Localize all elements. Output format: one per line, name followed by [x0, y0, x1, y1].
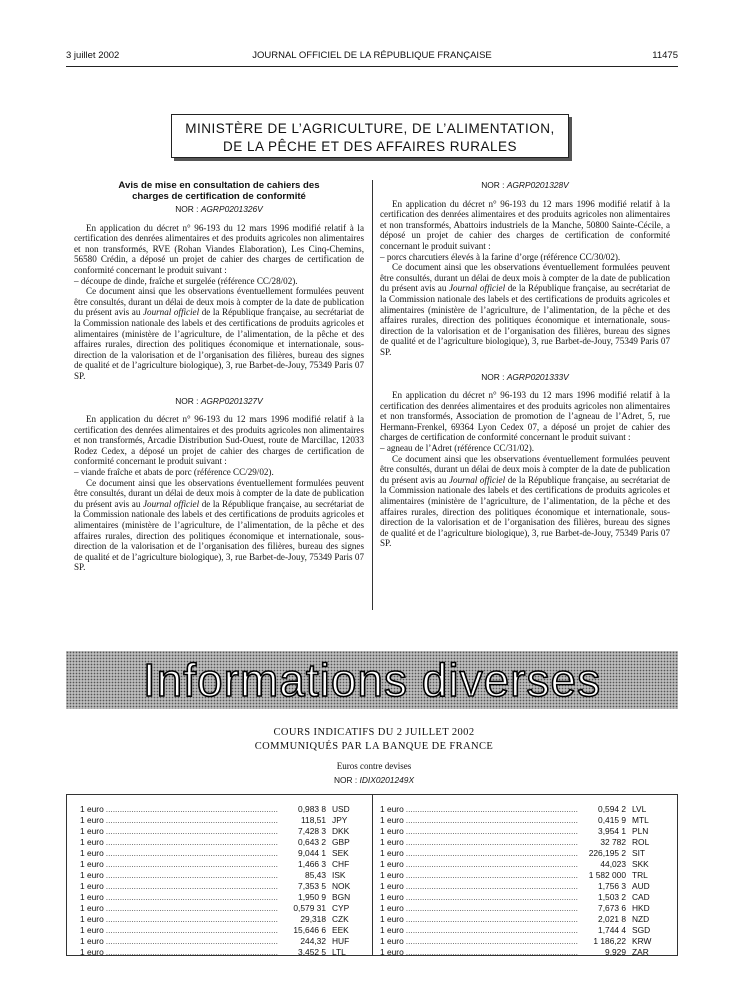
currency-code: CHF: [332, 859, 350, 869]
dot-leader: [106, 804, 278, 815]
rate-label: 1 euro: [80, 826, 104, 836]
rate-label: 1 euro: [80, 903, 104, 913]
dot-leader: [106, 815, 278, 826]
rate-value: 1,466 3: [298, 859, 326, 869]
rate-label: 1 euro: [80, 914, 104, 924]
header-date: 3 juillet 2002: [66, 50, 120, 61]
notice-paragraph: Ce document ainsi que les observations éventuellement formulées peuvent être consultés, durant un délai de deux mois à compter de la date de publication du présent avis au Journal officiel de la République française, au secrétariat de la Commission nationale des labels et des certifications de produits agricoles et alimentaires (ministère de l’agriculture, de l’alimentation, de la pêche et des affaires rurales, direction des politiques économique et internationale, sous-direction de la valorisation et de l’organisation des filières, bureau des signes de qualité et de l’agriculture biologique), 3, rue Barbet-de-Jouy, 75349 Paris 07 SP.: [380, 453, 670, 549]
rate-row: [80, 936, 360, 947]
dot-leader: [106, 848, 278, 859]
currency-code: HUF: [332, 936, 350, 946]
rate-label: 1 euro: [380, 848, 404, 858]
dot-leader: [406, 892, 578, 903]
rate-label: 1 euro: [380, 859, 404, 869]
rate-label: 1 euro: [380, 925, 404, 935]
dot-leader: [106, 881, 278, 892]
currency-code: BGN: [332, 892, 351, 902]
rate-label: 1 euro: [380, 881, 404, 891]
rate-row: [80, 914, 360, 925]
dot-leader: [106, 837, 278, 848]
currency-code: ZAR: [632, 947, 649, 957]
dot-leader: [406, 936, 578, 947]
notice-product-item: – viande fraîche et abats de porc (référence CC/29/02).: [74, 467, 274, 478]
rate-row: [380, 804, 660, 815]
rate-label: 1 euro: [80, 815, 104, 825]
rate-row: [380, 826, 660, 837]
rate-value: 0,594 2: [598, 804, 626, 814]
dot-leader: [406, 881, 578, 892]
rate-value: 0,415 9: [598, 815, 626, 825]
nor-reference: NOR : AGRP0201328V: [481, 180, 569, 190]
header-rule: [66, 66, 678, 67]
dot-leader: [406, 826, 578, 837]
rate-label: 1 euro: [80, 925, 104, 935]
rate-value: 1,744 4: [598, 925, 626, 935]
notice-paragraph: En application du décret n° 96-193 du 12 mars 1996 modifié relatif à la certification des denrées alimentaires et des produits agricoles non alimentaires et non transformés, Association de promotion de l’agneau de l’Adret, 5, rue Hermann-Frenkel, 69364 Lyon Cedex 07, a déposé un projet de cahier des charges de certification de conformité concernant le produit suivant :: [380, 390, 670, 443]
notice-product-item: – découpe de dinde, fraîche et surgelée (référence CC/28/02).: [74, 275, 298, 286]
rate-label: 1 euro: [380, 947, 404, 957]
currency-code: ROL: [632, 837, 650, 847]
rate-row: [380, 947, 660, 958]
rate-value: 226,195 2: [588, 848, 626, 858]
currency-code: MTL: [632, 815, 649, 825]
dot-leader: [406, 859, 578, 870]
dot-leader: [106, 859, 278, 870]
ministry-line2: DE LA PÊCHE ET DES AFFAIRES RURALES: [222, 139, 518, 154]
banner-title: Informations diverses: [142, 654, 602, 706]
rate-value: 32 782: [600, 837, 626, 847]
rate-value: 3,954 1: [598, 826, 626, 836]
rate-value: 9,929: [605, 947, 626, 957]
rate-value: 118,51: [301, 815, 326, 825]
currency-code: ISK: [332, 870, 346, 880]
header-page-number: 11475: [652, 50, 678, 61]
currency-code: SEK: [332, 848, 349, 858]
rate-label: 1 euro: [80, 848, 104, 858]
left-column: [74, 180, 364, 573]
rate-row: [380, 881, 660, 892]
rates-right-list: [380, 804, 660, 958]
rate-label: 1 euro: [380, 837, 404, 847]
currency-code: CAD: [632, 892, 650, 902]
rate-label: 1 euro: [380, 892, 404, 902]
notice-paragraph: En application du décret n° 96-193 du 12 mars 1996 modifié relatif à la certification des denrées alimentaires et des produits agricoles non alimentaires et non transformés, Abattoirs industriels de la Manche, 50800 Sainte-Cécile, a déposé un projet de cahier des charges de certification de conformité concernant le produit suivant :: [380, 198, 670, 251]
currency-code: SKK: [632, 859, 649, 869]
dot-leader: [106, 903, 278, 914]
notice-product-item: – agneau de l’Adret (référence CC/31/02).: [380, 443, 535, 454]
rate-row: [380, 925, 660, 936]
rate-row: [80, 870, 360, 881]
rate-value: 9,044 1: [298, 848, 326, 858]
currency-code: CYP: [332, 903, 350, 913]
rate-row: [80, 892, 360, 903]
nor-reference: NOR : AGRP0201327V: [175, 395, 263, 406]
rate-value: 2,021 8: [598, 914, 626, 924]
rate-label: 1 euro: [80, 859, 104, 869]
rate-value: 44,023: [600, 859, 626, 869]
rate-label: 1 euro: [380, 826, 404, 836]
currency-code: LVL: [632, 804, 647, 814]
notice-section-title: Avis de mise en consultation de cahiers des charges de certification de conformité: [118, 180, 320, 202]
currency-code: TRL: [632, 870, 648, 880]
rates-left-list: [80, 804, 360, 958]
currency-code: AUD: [632, 881, 650, 891]
section-banner: [66, 651, 678, 709]
rate-row: [380, 870, 660, 881]
rate-row: [80, 947, 360, 958]
dot-leader: [406, 804, 578, 815]
rate-value: 3,452 5: [298, 947, 326, 957]
cours-title-line1: COURS INDICATIFS DU 2 JUILLET 2002: [273, 727, 475, 738]
rate-label: 1 euro: [80, 936, 104, 946]
currency-code: SGD: [632, 925, 651, 935]
dot-leader: [406, 925, 578, 936]
dot-leader: [106, 914, 278, 925]
rate-value: 15,646 6: [293, 925, 326, 935]
rate-value: 1 582 000: [588, 870, 626, 880]
ministry-box: [171, 114, 569, 158]
dot-leader: [106, 936, 278, 947]
rate-value: 0,579 31: [293, 903, 326, 913]
rate-row: [80, 826, 360, 837]
rate-row: [380, 848, 660, 859]
rate-value: 244,32: [300, 936, 326, 946]
ministry-line1: MINISTÈRE DE L’AGRICULTURE, DE L’ALIMENTATION,: [185, 121, 555, 136]
dot-leader: [106, 826, 278, 837]
currency-code: PLN: [632, 826, 649, 836]
rate-row: [380, 903, 660, 914]
rate-value: 29,318: [300, 914, 326, 924]
rate-row: [80, 881, 360, 892]
page-header: [66, 50, 678, 64]
notice-product-item: – porcs charcutiers élevés à la farine d’orge (référence CC/30/02).: [380, 251, 621, 262]
cours-nor-reference: NOR : IDIX0201249X: [333, 775, 415, 785]
rate-label: 1 euro: [380, 936, 404, 946]
rate-row: [80, 925, 360, 936]
rate-value: 7,673 6: [598, 903, 626, 913]
currency-code: SIT: [632, 848, 646, 858]
dot-leader: [406, 848, 578, 859]
currency-code: CZK: [332, 914, 349, 924]
rate-row: [380, 936, 660, 947]
rate-value: 1,756 3: [598, 881, 626, 891]
dot-leader: [106, 925, 278, 936]
rate-value: 1,503 2: [598, 892, 626, 902]
rate-label: 1 euro: [380, 815, 404, 825]
dot-leader: [406, 947, 578, 958]
rate-label: 1 euro: [380, 903, 404, 913]
rate-row: [380, 859, 660, 870]
rate-row: [80, 804, 360, 815]
rate-row: [380, 837, 660, 848]
currency-code: JPY: [332, 815, 348, 825]
dot-leader: [106, 870, 278, 881]
rate-value: 7,353 5: [298, 881, 326, 891]
nor-reference: NOR : AGRP0201326V: [175, 204, 263, 214]
currency-code: EEK: [332, 925, 349, 935]
rate-row: [80, 837, 360, 848]
notice-paragraph: En application du décret n° 96-193 du 12 mars 1996 modifié relatif à la certification des denrées alimentaires et des produits agricoles non alimentaires et non transformés, RVE (Rohan Viandes Elaboration), Les Cinq-Chemins, 56580 Crédin, a déposé un projet de cahier des charges de certification de conformité concernant le produit suivant :: [74, 222, 364, 275]
dot-leader: [406, 815, 578, 826]
rate-label: 1 euro: [80, 947, 104, 957]
currency-code: LTL: [332, 947, 346, 957]
currency-code: KRW: [632, 936, 652, 946]
rate-label: 1 euro: [80, 804, 104, 814]
rate-value: 7,428 3: [298, 826, 326, 836]
cours-title-line2: COMMUNIQUÉS PAR LA BANQUE DE FRANCE: [254, 741, 494, 752]
currency-code: HKD: [632, 903, 650, 913]
rate-row: [80, 903, 360, 914]
rate-row: [80, 848, 360, 859]
cours-subtitle: Euros contre devises: [336, 761, 412, 771]
right-column: [380, 180, 670, 549]
currency-code: GBP: [332, 837, 350, 847]
dot-leader: [106, 947, 278, 958]
dot-leader: [406, 903, 578, 914]
rate-row: [380, 815, 660, 826]
rate-row: [80, 815, 360, 826]
header-journal-title: JOURNAL OFFICIEL DE LA RÉPUBLIQUE FRANÇAISE: [252, 50, 492, 61]
rate-label: 1 euro: [80, 837, 104, 847]
currency-code: USD: [332, 804, 350, 814]
rate-value: 0,983 8: [298, 804, 326, 814]
currency-code: NOK: [332, 881, 351, 891]
rate-row: [380, 892, 660, 903]
dot-leader: [406, 870, 578, 881]
currency-code: DKK: [332, 826, 350, 836]
rate-row: [380, 914, 660, 925]
rate-value: 1 186,22: [593, 936, 626, 946]
rate-label: 1 euro: [80, 892, 104, 902]
rate-value: 0,643 2: [298, 837, 326, 847]
notice-paragraph: Ce document ainsi que les observations éventuellement formulées peuvent être consultés, durant un délai de deux mois à compter de la date de publication du présent avis au Journal officiel de la République française, au secrétariat de la Commission nationale des labels et des certifications de produits agricoles et alimentaires (ministère de l’agriculture, de l’alimentation, de la pêche et des affaires rurales, direction des politiques économique et internationale, sous-direction de la valorisation et de l’organisation des filières, bureau des signes de qualité et de l’agriculture biologique), 3, rue Barbet-de-Jouy, 75349 Paris 07 SP.: [380, 262, 670, 357]
notice-paragraph: En application du décret n° 96-193 du 12 mars 1996 modifié relatif à la certification des denrées alimentaires et des produits agricoles non alimentaires et non transformés, Arcadie Distribution Sud-Ouest, route de Marcillac, 12033 Rodez Cedex, a déposé un projet de cahier des charges de certification de conformité concernant le produit suivant :: [74, 414, 364, 467]
notice-paragraph: Ce document ainsi que les observations éventuellement formulées peuvent être consultés, durant un délai de deux mois à compter de la date de publication du présent avis au Journal officiel de la République française, au secrétariat de la Commission nationale des labels et des certifications de produits agricoles et alimentaires (ministère de l’agriculture, de l’alimentation, de la pêche et des affaires rurales, direction des politiques économique et internationale, sous-direction de la valorisation et de l’organisation des filières, bureau des signes de qualité et de l’agriculture biologique), 3, rue Barbet-de-Jouy, 75349 Paris 07 SP.: [74, 286, 364, 381]
rate-value: 85,43: [305, 870, 326, 880]
dot-leader: [406, 914, 578, 925]
nor-reference: NOR : AGRP0201333V: [481, 371, 569, 382]
dot-leader: [406, 837, 578, 848]
rate-label: 1 euro: [80, 881, 104, 891]
currency-code: NZD: [632, 914, 650, 924]
rate-row: [80, 859, 360, 870]
rate-label: 1 euro: [380, 804, 404, 814]
table-divider: [372, 795, 373, 955]
column-divider: [372, 180, 373, 610]
dot-leader: [106, 892, 278, 903]
rate-label: 1 euro: [380, 914, 404, 924]
rate-label: 1 euro: [80, 870, 104, 880]
rate-label: 1 euro: [380, 870, 404, 880]
notice-paragraph: Ce document ainsi que les observations éventuellement formulées peuvent être consultés, durant un délai de deux mois à compter de la date de publication du présent avis au Journal officiel de la République française, au secrétariat de la Commission nationale des labels et des certifications de produits agricoles et alimentaires (ministère de l’agriculture, de l’alimentation, de la pêche et des affaires rurales, direction des politiques économique et internationale, sous-direction de la valorisation et de l’organisation des filières, bureau des signes de qualité et de l’agriculture biologique), 3, rue Barbet-de-Jouy, 75349 Paris 07 SP.: [74, 477, 364, 573]
rate-value: 1,950 9: [298, 892, 326, 902]
